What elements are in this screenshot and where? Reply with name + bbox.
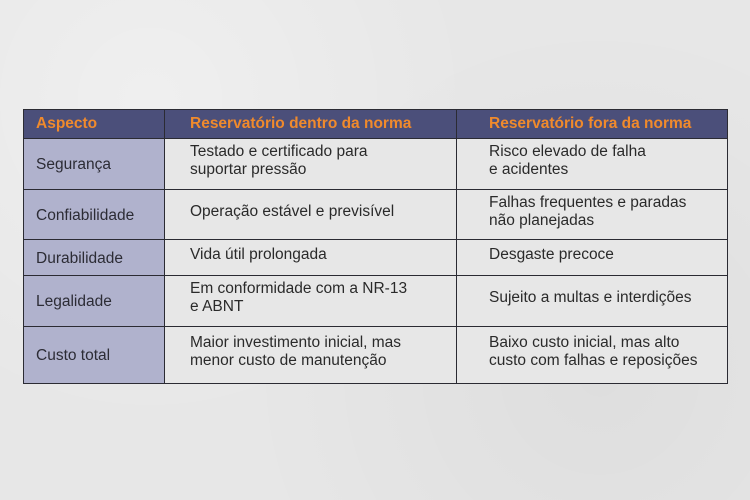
inside-norm-text: Vida útil prolongada: [190, 245, 327, 263]
inside-norm-cell: [165, 327, 457, 384]
table-row: [24, 190, 728, 240]
table-body: [24, 139, 728, 384]
inside-norm-cell: [165, 276, 457, 327]
aspect-cell: [24, 327, 165, 384]
outside-norm-cell: [457, 139, 728, 190]
aspect-cell: [24, 139, 165, 190]
table-header: [24, 110, 728, 139]
table-row: [24, 240, 728, 276]
aspect-cell: [24, 240, 165, 276]
header-inside-norm: Reservatório dentro da norma: [165, 110, 457, 139]
inside-norm-text: Testado e certificado para suportar pressão: [190, 143, 368, 178]
table-row: [24, 276, 728, 327]
aspect-label: Custo total: [36, 347, 111, 364]
inside-norm-cell: [165, 240, 457, 276]
outside-norm-text: Baixo custo inicial, mas alto custo com falhas e reposições: [489, 334, 698, 369]
table-row: [24, 327, 728, 384]
aspect-label: Legalidade: [36, 293, 112, 310]
inside-norm-text: Operação estável e previsível: [190, 202, 395, 220]
inside-norm-text: Em conformidade com a NR-13 e ABNT: [190, 280, 408, 315]
header-row: [24, 110, 728, 139]
outside-norm-text: Risco elevado de falha e acidentes: [489, 143, 646, 178]
outside-norm-text: Falhas frequentes e paradas não planejadas: [489, 193, 687, 229]
header-outside-norm: Reservatório fora da norma: [457, 110, 728, 139]
outside-norm-cell: [457, 327, 728, 384]
aspect-cell: [24, 276, 165, 327]
aspect-label: Durabilidade: [36, 249, 124, 267]
inside-norm-cell: [165, 190, 457, 240]
outside-norm-cell: [457, 276, 728, 327]
outside-norm-text: Sujeito a multas e interdições: [489, 289, 692, 306]
outside-norm-cell: [457, 240, 728, 276]
aspect-cell: [24, 190, 165, 240]
header-aspect: Aspecto: [24, 110, 165, 139]
aspect-label: Confiabilidade: [36, 206, 135, 224]
inside-norm-cell: [165, 139, 457, 190]
inside-norm-text: Maior investimento inicial, mas menor custo de manutenção: [190, 334, 402, 369]
comparison-table: [23, 109, 728, 384]
outside-norm-cell: [457, 190, 728, 240]
table-row: [24, 139, 728, 190]
outside-norm-text: Desgaste precoce: [489, 245, 614, 263]
aspect-label: Segurança: [36, 156, 111, 173]
